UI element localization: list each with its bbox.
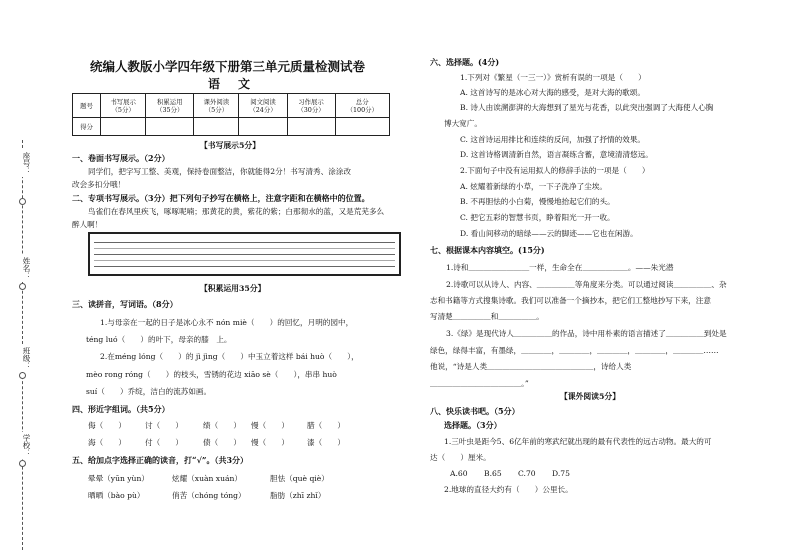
q6-question: 1.下列对《繁星（一三一）》赏析有误的一项是（ ） <box>460 73 646 82</box>
q8-question: 2.地球的直径大约有（ ）公里长。 <box>444 485 573 494</box>
q8-option: C.70 <box>518 469 536 478</box>
subject-title: 语文 <box>208 77 269 91</box>
q5-item: 胆怯（què qiè） <box>270 474 329 483</box>
q3-line: mèo rong róng（ ）的枝头，雪锈的花边 xiāo sè（ ），串串 huò <box>86 370 337 379</box>
section-writing: 【书写展示5分】 <box>200 141 261 150</box>
score-cell[interactable] <box>146 118 194 136</box>
q6-title: 六、选择题。(4分) <box>430 57 500 67</box>
col-header: 总分 （100分） <box>335 94 389 118</box>
q4-item: 海（ ） <box>88 438 126 447</box>
q6-option: B. 不再胆怯的小白菊，慢慢地抬起它们的头。 <box>460 197 615 206</box>
q5-item: 晒晒（bào pù） <box>88 491 145 500</box>
school-label: 学校： <box>22 434 31 457</box>
q4-item: 讨（ ） <box>145 421 183 430</box>
q6-option: C. 把它五彩的智慧书页，睁着阳光一开一收。 <box>460 213 615 222</box>
section-accum: 【积累运用35分】 <box>200 284 266 293</box>
q4-item: 债（ ） <box>203 438 241 447</box>
q1-text: 改会多扣分哦！ <box>72 180 126 189</box>
q5-title: 五、给加点字选择正确的读音，打“√”。（共3分） <box>72 455 249 465</box>
q6-option: D. 这首诗格调清新自然，语言凝练含蓄，意境清清悠远。 <box>460 150 653 159</box>
q5-item: 晕晕（yūn yùn） <box>88 474 149 483</box>
q5-item: 俏苦（chóng tóng） <box>172 491 246 500</box>
q8-option: B.65 <box>484 469 502 478</box>
writing-box[interactable] <box>88 232 401 276</box>
q4-item: 绩（ ） <box>203 421 241 430</box>
q7-line: 2.诗歌可以从诗人、内容、＿＿＿＿＿等角度来分类。可以通过阅读＿＿＿＿＿、杂 <box>446 280 727 289</box>
score-cell[interactable] <box>194 118 239 136</box>
col-header: 课外阅读 （5分） <box>194 94 239 118</box>
score-cell[interactable] <box>101 118 146 136</box>
row-header: 题号 <box>73 94 101 118</box>
q6-option: B. 诗人由诶溯澎湃的大海想到了星光与花香，以此突出强调了大海使人心胸 <box>460 103 714 112</box>
binding-hole <box>19 460 26 467</box>
q4-item: 慢（ ） <box>251 421 289 430</box>
col-header: 积累运用 （35分） <box>146 94 194 118</box>
q8-option: D.75 <box>552 469 570 478</box>
q4-item: 慢（ ） <box>251 438 289 447</box>
q6-option: D. 看山间移动的暗绿——云的脚迹——它也在闲游。 <box>460 229 638 238</box>
q3-line: 2.在méng lóng（ ）的 jì jìng（ ）中玉立着这样 bái huò（ ）， <box>100 352 359 361</box>
q8-title: 八、快乐读书吧。（5分） <box>430 406 520 416</box>
score-cell[interactable] <box>287 118 335 136</box>
q5-item: 脂肪（zhī zhǐ） <box>270 491 326 500</box>
q1-text: 同学们，把字写工整、美观，保持卷面整洁，你就能得2分！书写清秀、涂涂改 <box>88 167 352 176</box>
q4-title: 四、形近字组词。（共5分） <box>72 404 170 414</box>
q7-line: 1.诗和＿＿＿＿＿＿＿＿一样，生命全在＿＿＿＿＿＿。——朱光潜 <box>446 263 674 272</box>
name-label: 姓名： <box>22 257 31 280</box>
q2-text: 醉人啊！ <box>72 220 103 229</box>
score-cell[interactable] <box>239 118 287 136</box>
q2-text: 鸟雀们在春风里疾飞，啄啄呢喃；那黄花的黄，紫花的紫；白那彻水的蓝，又是荒芜多么 <box>88 207 385 216</box>
q7-title: 七、根据课本内容填空。(15分) <box>430 245 545 255</box>
q8-question: 达（ ）厘米。 <box>430 453 491 462</box>
col-header: 习作展示 （30分） <box>287 94 335 118</box>
q6-option: A. 这首诗写的是冰心对大海的感受，是对大海的歌颂。 <box>460 88 645 97</box>
q1-title: 一、卷面书写展示。（2分） <box>72 153 170 163</box>
binding-hole <box>19 283 26 290</box>
q7-line: 绿色，绿得丰富，有墨绿，＿＿＿＿，＿＿＿＿，＿＿＿＿，＿＿＿＿，＿＿＿＿…… <box>430 346 719 355</box>
score-cell[interactable] <box>335 118 389 136</box>
q7-line: 3.《绿》是现代诗人＿＿＿＿＿的作品，诗中用朴素的语言描述了＿＿＿＿＿到处是 <box>446 329 727 338</box>
q3-line: suí（ ）乔绽，洁白的流苏如画。 <box>86 387 212 396</box>
q6-option: 博大宽广。 <box>444 119 482 128</box>
q8-subtitle: 选择题。（3分） <box>444 420 502 430</box>
q6-question: 2.下面句子中没有运用拟人的修辞手法的一项是（ ） <box>460 166 650 175</box>
exam-title: 统编人教版小学四年级下册第三单元质量检测试卷 <box>90 59 366 74</box>
q7-line: 他说，“诗是人类＿＿＿＿＿＿＿＿＿＿＿＿＿＿，诗给人类 <box>430 362 632 371</box>
binding-hole <box>19 372 26 379</box>
q4-item: 付（ ） <box>145 438 183 447</box>
section-extra: 【课外阅读5分】 <box>560 392 621 401</box>
q5-item: 炫耀（xuàn xuán） <box>172 474 242 483</box>
score-label: 得分 <box>73 118 101 136</box>
q3-line: 1.与母亲在一起的日子是冰心永不 nón miè（ ）的回忆，月明的园中， <box>100 318 354 327</box>
q6-option: C. 这首诗运用排比和连续的反问，加强了抒情的效果。 <box>460 135 646 144</box>
col-header: 阅文阅读 （24分） <box>239 94 287 118</box>
q7-line: 志和书籍等方式搜集诗歌。我们可以准备一个摘抄本，把它们工整地抄写下来，注意 <box>430 296 711 305</box>
col-header: 书写展示 （5分） <box>101 94 146 118</box>
q4-item: 腊（ ） <box>307 421 345 430</box>
q6-option: A. 炫耀着新绿的小草，一下子洗净了尘埃。 <box>460 182 607 191</box>
q7-line: ＿＿＿＿＿＿＿＿＿＿＿＿。” <box>430 379 529 388</box>
seat-label: 座号： <box>22 152 31 175</box>
score-table <box>72 93 390 136</box>
q3-line: téng luó（ ）的叶下，母亲的膝 上。 <box>86 335 232 344</box>
q7-line: 写清楚＿＿＿＿＿和＿＿＿＿＿。 <box>430 312 544 321</box>
q4-item: 漆（ ） <box>307 438 345 447</box>
q8-question: 1.三叶虫是距今5、6亿年前的寒武纪就出现的最有代表性的远古动物。最大的可 <box>444 437 712 446</box>
q8-option: A.60 <box>450 469 468 478</box>
binding-hole <box>19 198 26 205</box>
q4-item: 侮（ ） <box>88 421 126 430</box>
class-label: 班级： <box>22 347 31 370</box>
q3-title: 三、读拼音，写词语。（8分） <box>72 299 178 309</box>
q2-title: 二、专项书写展示。（3分）把下列句子抄写在横格上，注意字距和在横格中的位置。 <box>72 193 370 203</box>
